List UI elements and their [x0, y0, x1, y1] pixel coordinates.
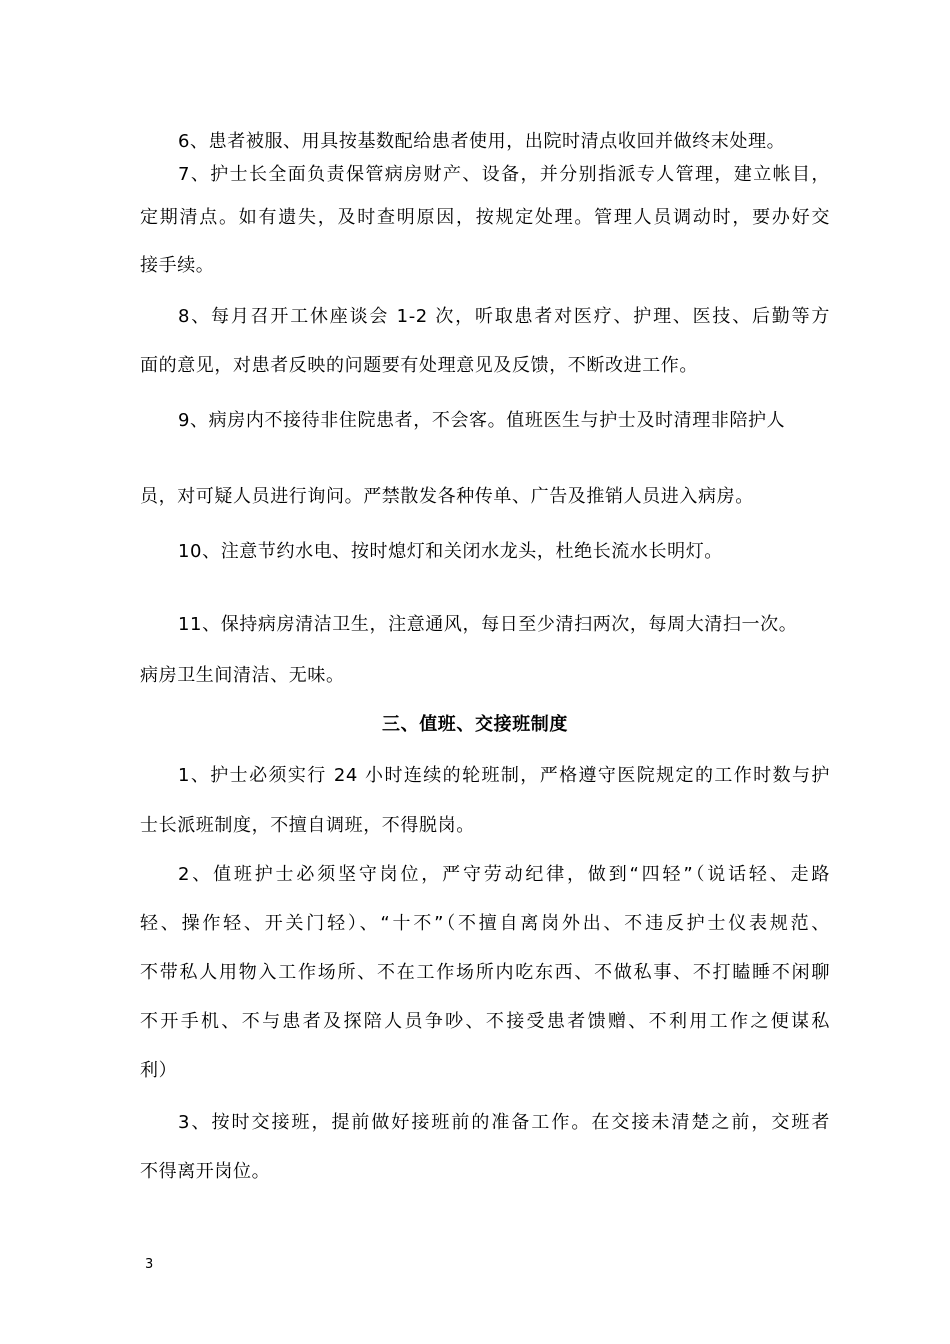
text-line: 11、保持病房清洁卫生，注意通风，每日至少清扫两次，每周大清扫一次。 — [178, 614, 798, 635]
text-line: 7、护士长全面负责保管病房财产、设备，并分别指派专人管理，建立帐目， — [178, 164, 830, 185]
text-line: 9、病房内不接待非住院患者，不会客。值班医生与护士及时清理非陪护人 — [178, 410, 786, 431]
page-number: 3 — [145, 1257, 154, 1272]
text-line: 病房卫生间清洁、无味。 — [140, 665, 345, 686]
text-line: 员，对可疑人员进行询问。严禁散发各种传单、广告及推销人员进入病房。 — [140, 486, 754, 507]
text-line: 1、护士必须实行 24 小时连续的轮班制，严格遵守医院规定的工作时数与护 — [178, 765, 830, 786]
text-line: 6、患者被服、用具按基数配给患者使用，出院时清点收回并做终末处理。 — [178, 131, 786, 152]
text-line: 士长派班制度，不擅自调班，不得脱岗。 — [140, 815, 475, 836]
text-line: 不得离开岗位。 — [140, 1161, 271, 1182]
text-line: 10、注意节约水电、按时熄灯和关闭水龙头，杜绝长流水长明灯。 — [178, 541, 723, 562]
text-line: 轻、操作轻、开关门轻）、“十不”（不擅自离岗外出、不违反护士仪表规范、 — [140, 913, 830, 934]
text-line: 不带私人用物入工作场所、不在工作场所内吃东西、不做私事、不打瞌睡不闲聊 — [140, 962, 830, 983]
text-line: 不开手机、不与患者及探陪人员争吵、不接受患者馈赠、不利用工作之便谋私 — [140, 1011, 830, 1032]
text-line: 接手续。 — [140, 255, 215, 276]
text-line: 3、按时交接班，提前做好接班前的准备工作。在交接未清楚之前，交班者 — [178, 1112, 830, 1133]
text-line: 面的意见，对患者反映的问题要有处理意见及反馈，不断改进工作。 — [140, 355, 698, 376]
text-line: 定期清点。如有遗失，及时查明原因，按规定处理。管理人员调动时，要办好交 — [140, 207, 830, 228]
text-line: 8、每月召开工休座谈会 1-2 次，听取患者对医疗、护理、医技、后勤等方 — [178, 306, 830, 327]
section-heading: 三、值班、交接班制度 — [382, 714, 568, 735]
text-line: 利） — [140, 1060, 178, 1081]
text-line: 2、值班护士必须坚守岗位，严守劳动纪律，做到“四轻”（说话轻、走路 — [178, 864, 830, 885]
